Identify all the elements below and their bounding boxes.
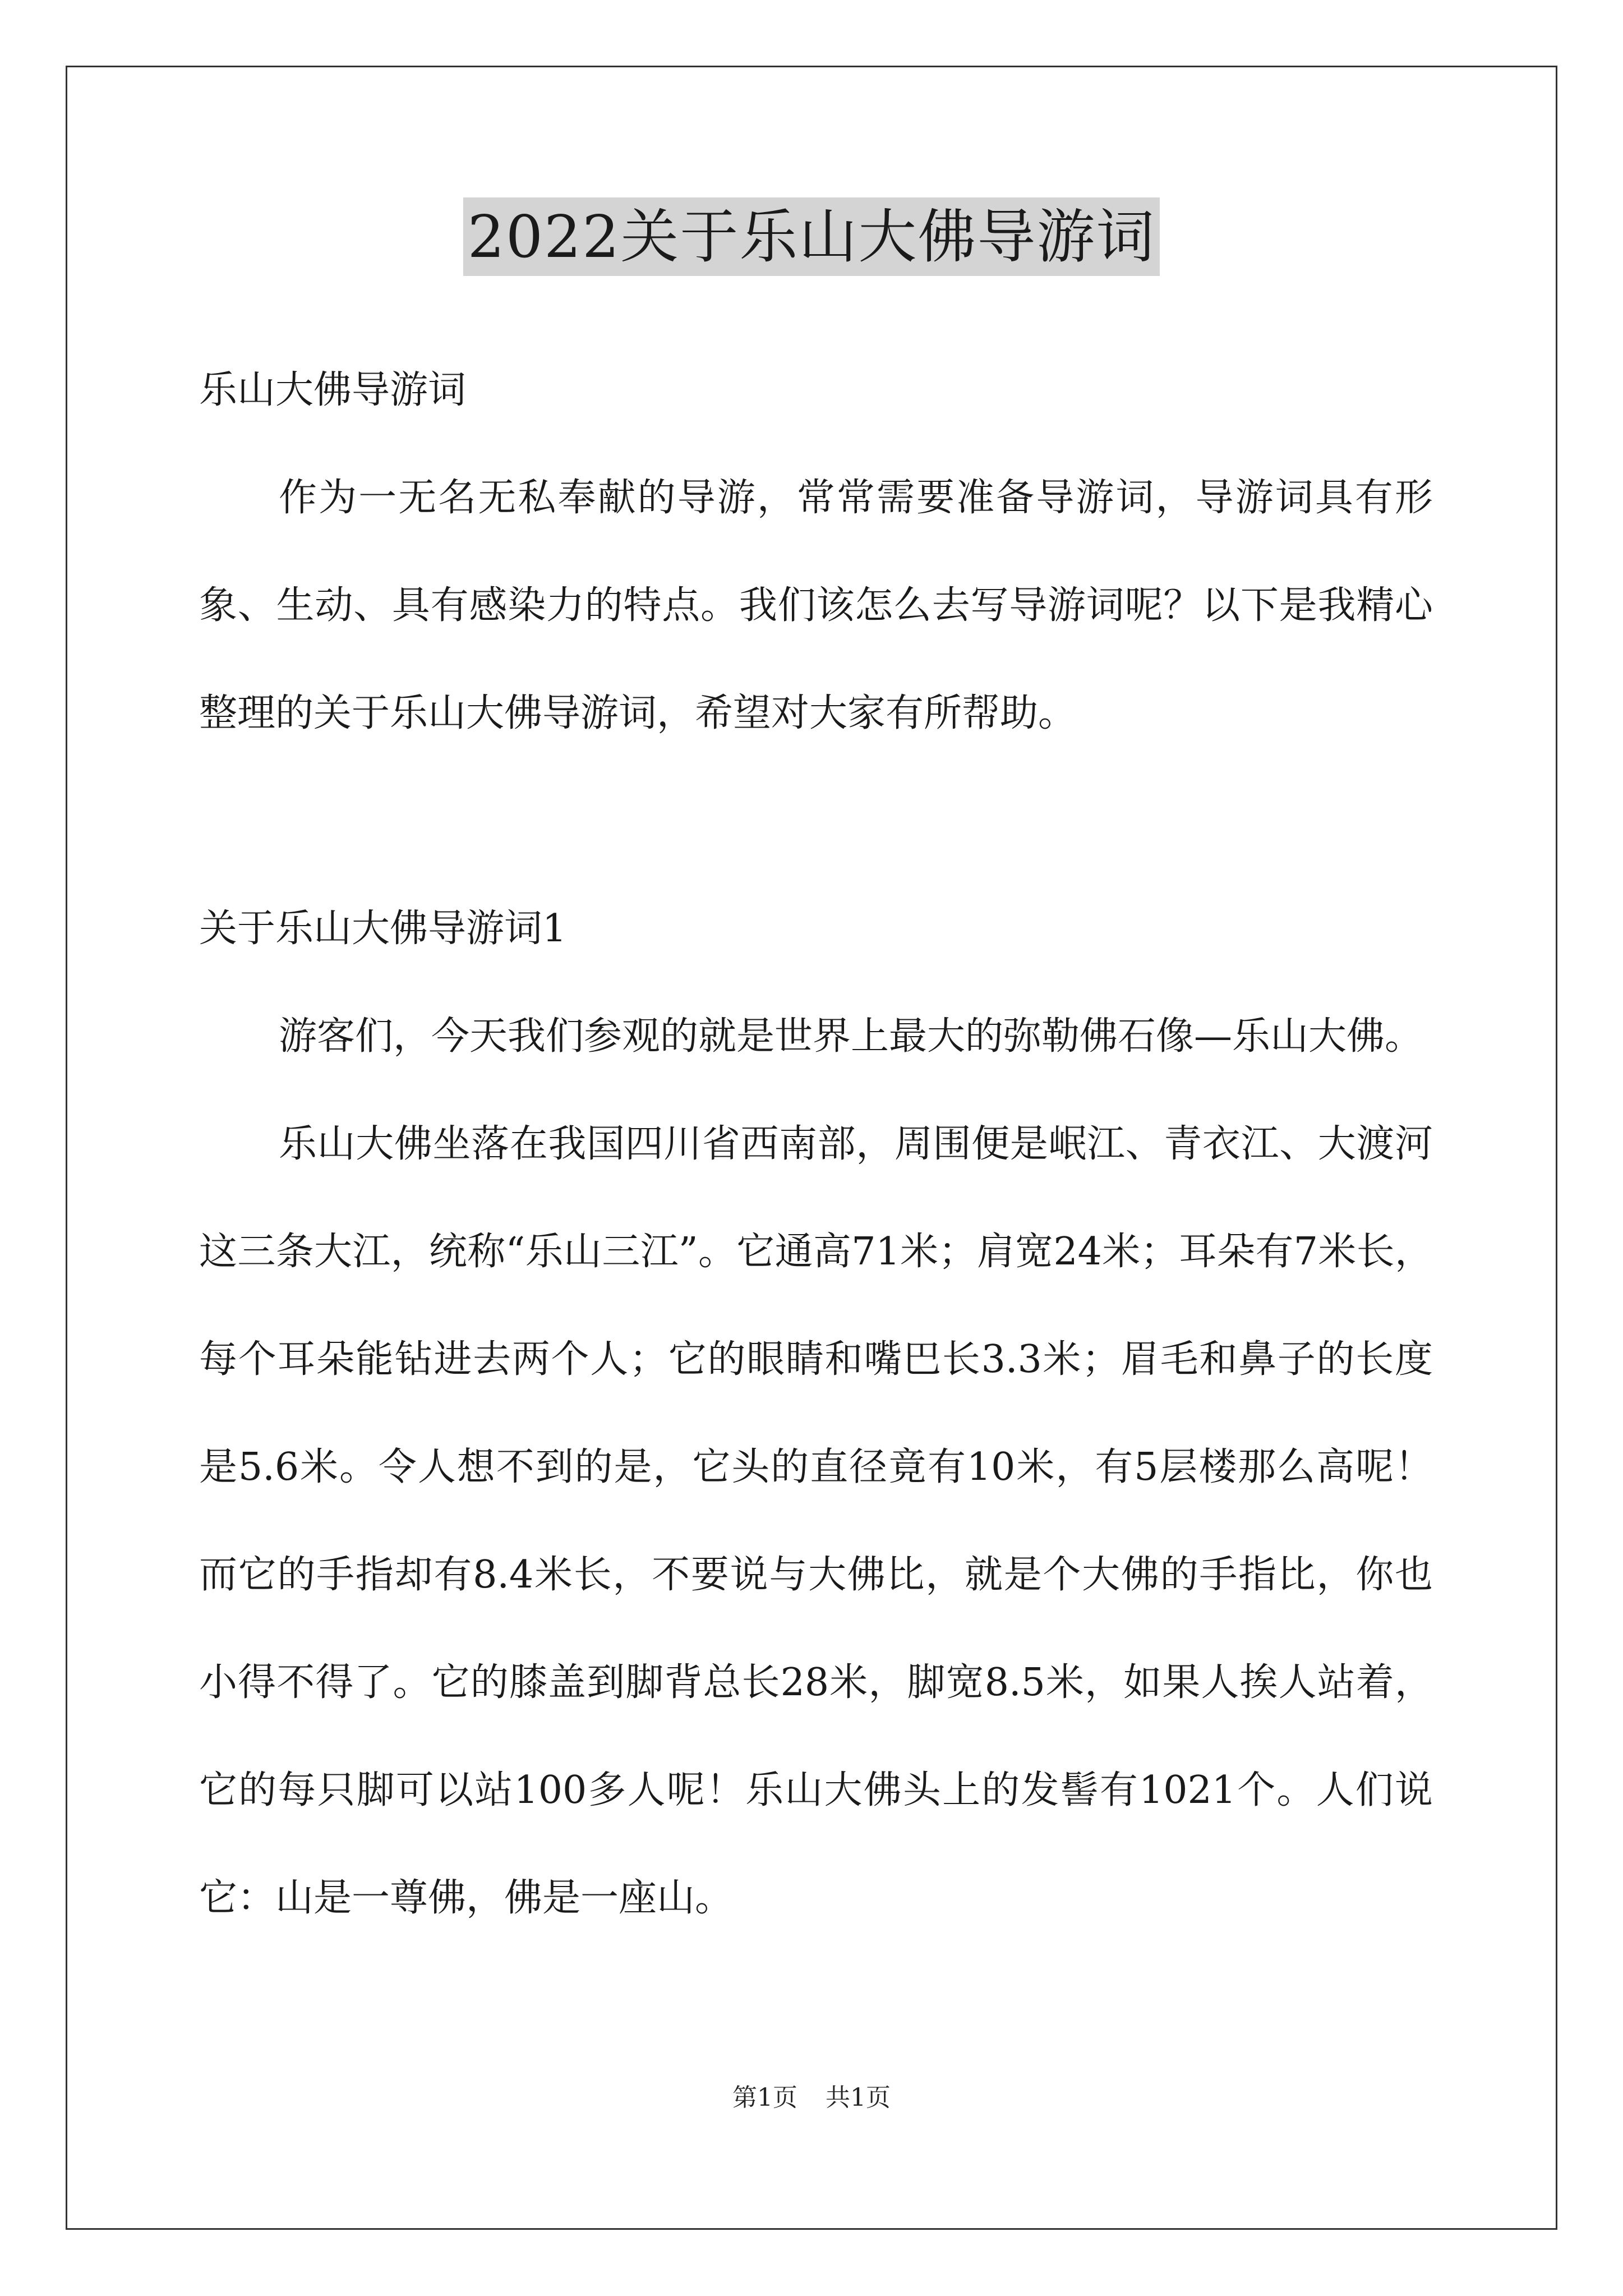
page-footer [0,2081,1623,2115]
document-title: 2022关于乐山大佛导游词 [463,197,1160,276]
document-body [199,337,1433,1952]
section-heading: 关于乐山大佛导游词1 [199,907,567,951]
page-total: 共1页 [826,2083,891,2112]
section-spacer [199,767,1433,875]
intro-paragraph: 作为一无名无私奉献的导游，常常需要准备导游词，导游词具有形象、生动、具有感染力的特点。我们该怎么去写导游词呢？以下是我精心整理的关于乐山大佛导游词，希望对大家有所帮助。 [199,476,1433,735]
title-container [0,197,1623,276]
page-number: 第1页 [732,2083,797,2112]
subtitle: 乐山大佛导游词 [199,368,467,412]
body-paragraph: 游客们，今天我们参观的就是世界上最大的弥勒佛石像—乐山大佛。 [279,1014,1423,1059]
body-paragraph: 乐山大佛坐落在我国四川省西南部，周围便是岷江、青衣江、大渡河这三条大江，统称“乐山三江”。它通高71米；肩宽24米；耳朵有7米长，每个耳朵能钻进去两个人；它的眼睛和嘴巴长3.3米；眉毛和鼻子的长度是5.6米。令人想不到的是，它头的直径竟有10米，有5层楼那么高呢！而它的手指却有8.4米长，不要说与大佛比，就是个大佛的手指比，你也小得不得了。它的膝盖到脚背总长28米，脚宽8.5米，如果人挨人站着，它的每只脚可以站100多人呢！乐山大佛头上的发髻有1021个。人们说它：山是一尊佛，佛是一座山。 [199,1122,1433,1920]
